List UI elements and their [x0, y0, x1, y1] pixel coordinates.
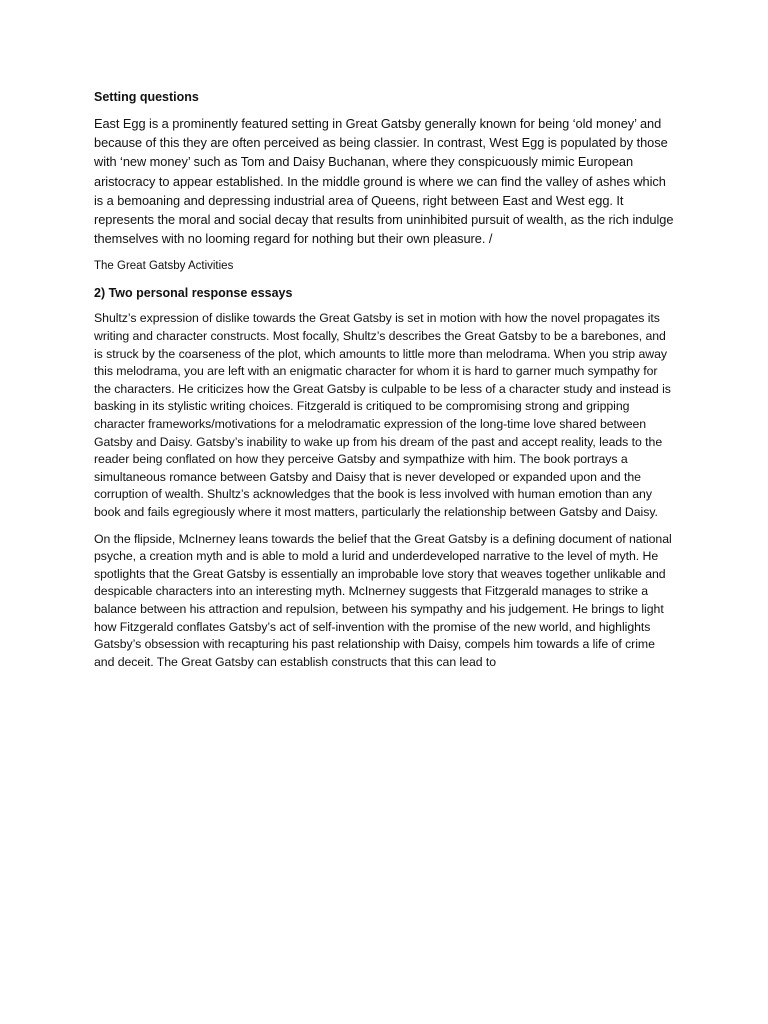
essays-heading: 2) Two personal response essays	[94, 286, 293, 301]
document-body	[94, 88, 676, 680]
setting-questions-heading: Setting questions	[94, 90, 199, 104]
essay-paragraph-mcinerney: On the flipside, McInerney leans towards the belief that the Great Gatsby is a defining document of national psyche, a creation myth and is able to mold a lurid and underdeveloped narrative to the level of myth. He spotlights that the Great Gatsby is essentially an improbable love story that weaves together unlikable and despicable characters into an interesting myth. McInerney suggests that Fitzgerald manages to strike a balance between his attraction and repulsion, between his sympathy and his judgement. He brings to light how Fitzgerald conflates Gatsby’s act of self-invention with the promise of the new world, and highlights Gatsby’s obsession with recapturing his past relationship with Daisy, compels him towards a life of crime and deceit. The Great Gatsby can establish constructs that this can lead to	[94, 531, 672, 669]
setting-paragraph: East Egg is a prominently featured setting in Great Gatsby generally known for being ‘old money’ and because of this they are often perceived as being classier. In contrast, West Egg is populated by those with ‘new money’ such as Tom and Daisy Buchanan, where they conspicuously mimic European aristocracy to appear established. In the middle ground is where we can find the valley of ashes which is a bemoaning and depressing industrial area of Queens, right between East and West egg. It represents the moral and social decay that results from uninhibited pursuit of wealth, as the rich indulge themselves with no looming regard for nothing but their own pleasure. /	[94, 116, 674, 247]
activities-label: The Great Gatsby Activities	[94, 260, 234, 273]
essay-paragraph-shultz: Shultz’s expression of dislike towards the Great Gatsby is set in motion with how the novel propagates its writing and character constructs. Most focally, Shultz’s describes the Great Gatsby to be a barebones, and is struck by the coarseness of the plot, which amounts to little more than melodrama. When you strip away this melodrama, you are left with an enigmatic character for whom it is hard to garner much sympathy for the characters. He criticizes how the Great Gatsby is culpable to be less of a character study and instead is basking in its stylistic writing choices. Fitzgerald is critiqued to be compromising strong and gripping character frameworks/motivations for a melodramatic expression of the long-time love shared between Gatsby and Daisy. Gatsby’s inability to wake up from his dream of the past and accept reality, leads to the reader being conflated on how they perceive Gatsby and sympathize with him. The book portrays a simultaneous romance between Gatsby and Daisy that is never developed or expanded upon and the corruption of wealth. Shultz’s acknowledges that the book is less involved with human emotion than any book and fails egregiously where it most matters, particularly the relationship between Gatsby and Daisy.	[94, 311, 671, 519]
